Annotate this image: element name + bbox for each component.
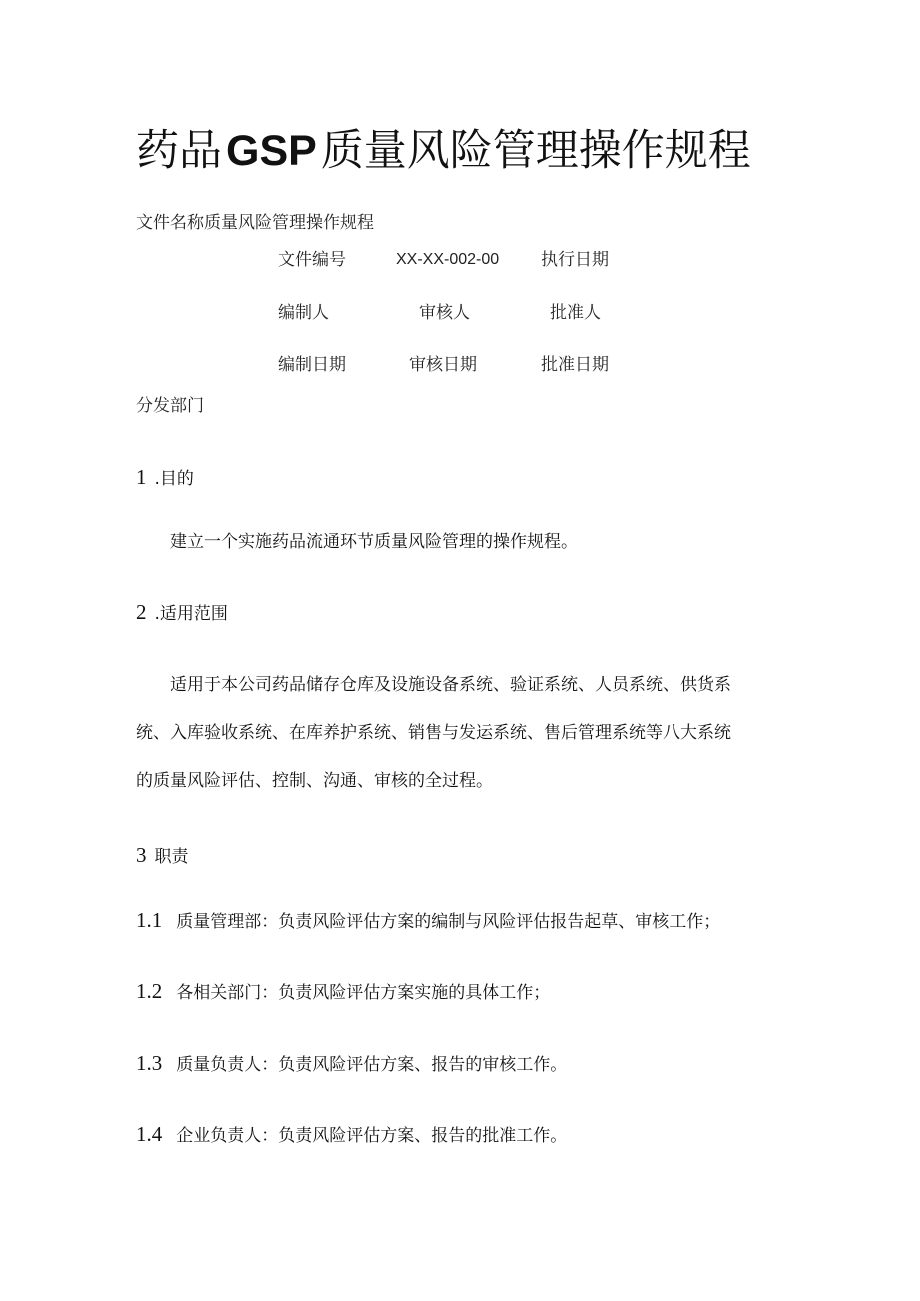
- section-1-number: 1: [136, 465, 147, 489]
- reviewer-label: 审核人: [419, 303, 470, 323]
- duty-item-2: [136, 979, 550, 1005]
- approve-date-label: 批准日期: [541, 355, 609, 375]
- duty-item-1-text: 质量管理部：负责风险评估方案的编制与风险评估报告起草、审核工作；: [176, 912, 721, 932]
- section-2-title: .适用范围: [154, 604, 228, 624]
- section-2-line-2: 统、入库验收系统、在库养护系统、销售与发运系统、售后管理系统等八大系统: [136, 723, 731, 743]
- duty-item-3: [136, 1051, 567, 1077]
- title-prefix: 药品: [136, 126, 222, 176]
- document-title: [136, 122, 751, 180]
- duty-item-1-number: 1.1: [136, 908, 163, 932]
- section-3-number: 3: [136, 843, 147, 867]
- title-latin: GSP: [226, 127, 317, 175]
- file-name-line: 文件名称质量风险管理操作规程: [136, 213, 374, 233]
- duty-item-3-number: 1.3: [136, 1051, 163, 1075]
- duty-item-4-text: 企业负责人：负责风险评估方案、报告的批准工作。: [176, 1126, 568, 1146]
- distribution-label: 分发部门: [136, 396, 204, 416]
- section-3-title: 职责: [154, 847, 189, 867]
- file-no-value: XX-XX-002-00: [396, 251, 500, 268]
- section-1-text: 建立一个实施药品流通环节质量风险管理的操作规程。: [170, 532, 578, 552]
- compile-date-label: 编制日期: [278, 355, 346, 375]
- compiler-label: 编制人: [278, 303, 329, 323]
- section-2-number: 2: [136, 600, 147, 624]
- duty-item-2-text: 各相关部门：负责风险评估方案实施的具体工作；: [176, 983, 551, 1003]
- duty-item-4-number: 1.4: [136, 1122, 163, 1146]
- title-suffix: 质量风险管理操作规程: [320, 126, 751, 176]
- section-1-title: .目的: [154, 469, 194, 489]
- section-2-line-1: 适用于本公司药品储存仓库及设施设备系统、验证系统、人员系统、供货系: [170, 675, 731, 695]
- review-date-label: 审核日期: [409, 355, 477, 375]
- section-2-line-3: 的质量风险评估、控制、沟通、审核的全过程。: [136, 771, 493, 791]
- section-2-heading: [136, 600, 228, 626]
- duty-item-4: [136, 1122, 567, 1148]
- approver-label: 批准人: [550, 303, 601, 323]
- section-1-heading: [136, 465, 194, 491]
- file-no-label: 文件编号: [278, 250, 346, 270]
- duty-item-3-text: 质量负责人：负责风险评估方案、报告的审核工作。: [176, 1055, 568, 1075]
- exec-date-label: 执行日期: [541, 250, 609, 270]
- section-3-heading: [136, 843, 189, 869]
- duty-item-2-number: 1.2: [136, 979, 163, 1003]
- duty-item-1: [136, 908, 720, 934]
